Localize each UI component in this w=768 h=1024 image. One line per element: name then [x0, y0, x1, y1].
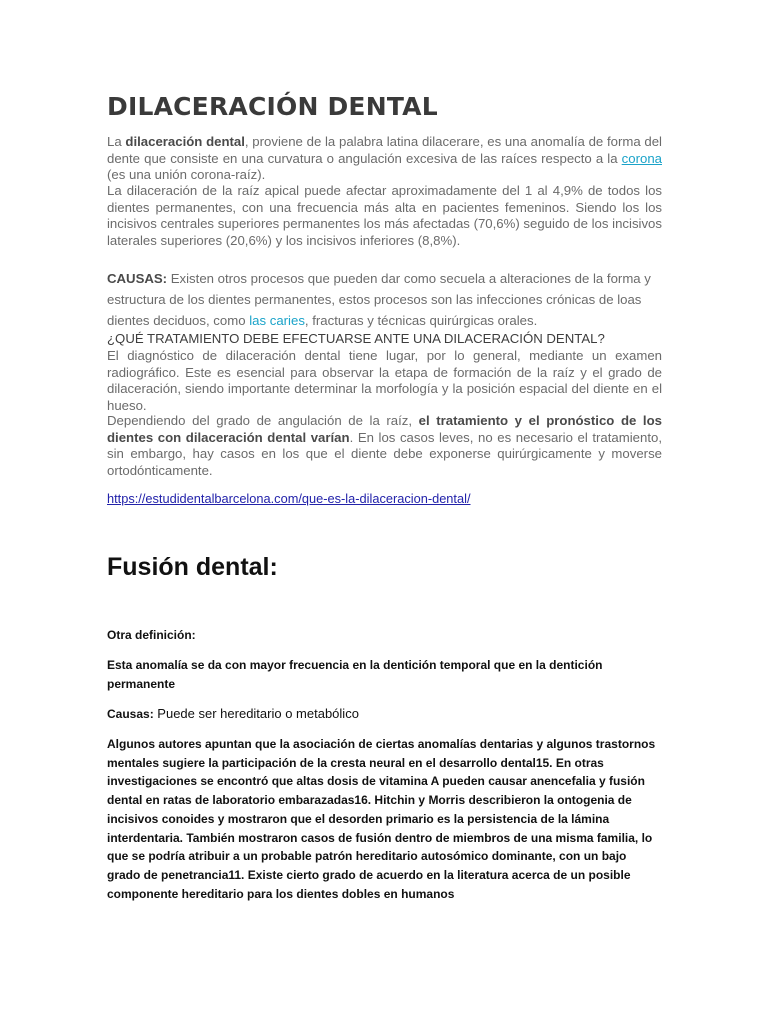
source-link[interactable]: https://estudidentalbarcelona.com/que-es-la-dilaceracion-dental/ [107, 491, 471, 506]
intro-paragraph-1 [107, 134, 662, 184]
corona-link[interactable]: corona [621, 150, 662, 166]
fusion-body-paragraph: Algunos autores apuntan que la asociación de ciertas anomalías dentarias y algunos trastornos mentales sugiere la participación de la cresta neural en el desarrollo dental15. En otras investigaciones se encontró que altas dosis de vitamina A pueden causar anencefalia y fusión dental en ratas de laboratorio embarazadas16. Hitchin y Morris describieron la ontogenia de incisivos conoides y mostraron que el desorden primario es la persistencia de la lámina interdentaria. También mostraron casos de fusión dentro de miembros de una misma familia, lo que se podría atribuir a un probable patrón hereditario autosómico dominante, con un bajo grado de penetrancia11. Existe cierto grado de acuerdo en la literatura acerca de un posible componente hereditario para los dientes dobles en humanos [107, 737, 656, 901]
intro-text-b: , proviene de la palabra latina dilacerare, es una anomalía de forma del dente que consiste en una curvatura o angulación excesiva de las raíces respecto a la [107, 134, 662, 166]
fusion-causas-text: Puede ser hereditario o metabólico [153, 706, 359, 721]
causas-line-2: estructura de los dientes permanentes, estos procesos son las infecciones crónicas de loas [107, 292, 642, 307]
fusion-causas-label: Causas: [107, 707, 154, 721]
caries-link[interactable]: las caries [249, 313, 305, 328]
page-title: DILACERACIÓN DENTAL [107, 92, 438, 121]
treatment-bold: el tratamiento y el pronóstico de los dientes con dilaceración dental varían [107, 413, 662, 445]
causas-paragraph [107, 268, 662, 331]
causas-line-3a: dientes deciduos, como [107, 313, 250, 328]
fusion-causas [107, 705, 662, 724]
intro-paragraph-2: La dilaceración de la raíz apical puede afectar aproximadamente del 1 al 4,9% de todos los dientes permanentes, con una frecuencia más alta en pacientes femeninos. Siendo los los incisivos centrales superiores permanentes los más afectadas (70,6%) seguido de los incisivos laterales superiores (20,6%) y los incisivos inferiores (8,8%). [107, 183, 662, 248]
treatment-question-heading: ¿QUÉ TRATAMIENTO DEBE EFECTUARSE ANTE UNA DILACERACIÓN DENTAL? [107, 331, 605, 346]
fusion-title: Fusión dental: [107, 553, 278, 581]
causas-line-1: Existen otros procesos que pueden dar como secuela a alteraciones de la forma y [167, 271, 651, 286]
intro-text-c: (es una unión corona-raíz). [107, 167, 266, 183]
intro-text-a: La [107, 134, 126, 149]
causas-label: CAUSAS: [107, 271, 168, 286]
treatment-text-b: . En los casos leves, no es necesario el tratamiento, sin embargo, hay casos en los que el diente debe exponerse quirúrgicamente y moverse ortodónticamente. [107, 429, 663, 478]
treatment-paragraph-2 [107, 413, 662, 479]
fusion-definition-text: Esta anomalía se da con mayor frecuencia en la dentición temporal que en la dentición permanente [107, 658, 603, 691]
intro-bold-term: dilaceración dental [125, 134, 245, 149]
treatment-text-a: Dependiendo del grado de angulación de la raíz, [107, 413, 419, 428]
treatment-paragraph-1: El diagnóstico de dilaceración dental tiene lugar, por lo general, mediante un examen radiográfico. Este es esencial para observar la etapa de formación de la raíz y el grado de dilaceración, siendo importante determinar la morfología y la posición espacial del diente en el hueso. [107, 348, 662, 413]
fusion-definition-label: Otra definición: [107, 628, 196, 642]
causas-line-3b: , fracturas y técnicas quirúrgicas orales. [304, 313, 538, 328]
